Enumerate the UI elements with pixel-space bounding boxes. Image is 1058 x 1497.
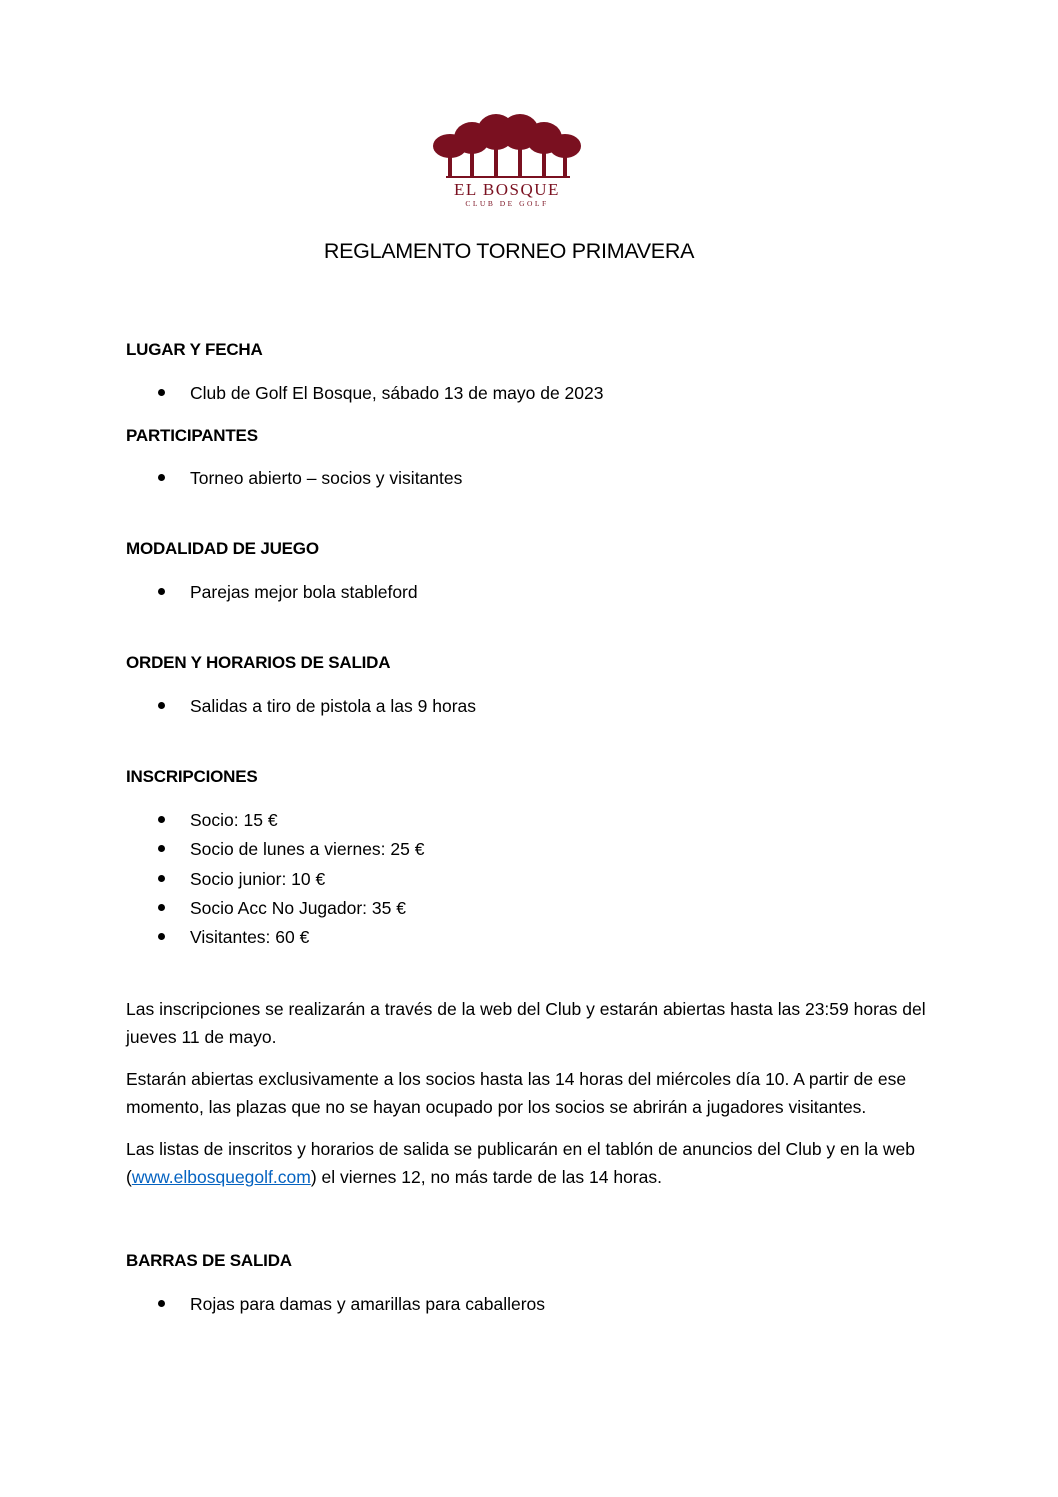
document-title: REGLAMENTO TORNEO PRIMAVERA [323,239,695,263]
paragraph-listas-after: ) el viernes 12, no más tarde de las 14 horas. [310,1167,662,1187]
website-link[interactable]: www.elbosquegolf.com [131,1167,311,1187]
list-item-text: Socio: 15 € [190,810,278,830]
paragraph-listas-before: Las listas de inscritos y horarios de salida se publicarán en el tablón de anuncios del Club y en la web ( [126,1139,915,1187]
list-item-text: Visitantes: 60 € [190,927,310,947]
list-item-text: Socio Acc No Jugador: 35 € [190,898,406,918]
tree-logo-icon [432,112,582,212]
logo-subtitle: CLUB DE GOLF [465,199,549,208]
heading-inscripciones: INSCRIPCIONES [126,767,258,786]
paragraph-listas [126,1135,966,1191]
heading-orden-horarios: ORDEN Y HORARIOS DE SALIDA [126,653,391,672]
bullet-icon [158,389,165,396]
club-logo [432,112,582,212]
bullet-icon [158,845,165,852]
list-item-text: Club de Golf El Bosque, sábado 13 de mayo de 2023 [190,383,604,403]
list-item-text: Socio junior: 10 € [190,869,326,889]
list-item-text: Torneo abierto – socios y visitantes [190,468,463,488]
heading-lugar-fecha: LUGAR Y FECHA [126,340,263,359]
bullet-icon [158,1300,165,1307]
list-item-text: Rojas para damas y amarillas para caballeros [190,1294,546,1314]
heading-modalidad: MODALIDAD DE JUEGO [126,539,319,558]
bullet-icon [158,588,165,595]
paragraph-inscripciones-fecha: Las inscripciones se realizarán a través de la web del Club y estarán abiertas hasta las 23:59 horas del jueves 11 de mayo. [126,999,926,1047]
logo-name: EL BOSQUE [454,180,560,199]
paragraph-inscripciones-socios: Estarán abiertas exclusivamente a los socios hasta las 14 horas del miércoles día 10. A partir de ese momento, las plazas que no se hayan ocupado por los socios se abrirán a jugadores visitantes. [126,1069,907,1117]
heading-participantes: PARTICIPANTES [126,426,258,445]
heading-barras-salida: BARRAS DE SALIDA [126,1251,292,1270]
bullet-icon [158,933,165,940]
list-item-text: Parejas mejor bola stableford [190,582,418,602]
bullet-icon [158,816,165,823]
list-item-text: Socio de lunes a viernes: 25 € [190,839,425,859]
list-item-text: Salidas a tiro de pistola a las 9 horas [190,696,476,716]
bullet-icon [158,474,165,481]
bullet-icon [158,702,165,709]
bullet-icon [158,904,165,911]
bullet-icon [158,875,165,882]
